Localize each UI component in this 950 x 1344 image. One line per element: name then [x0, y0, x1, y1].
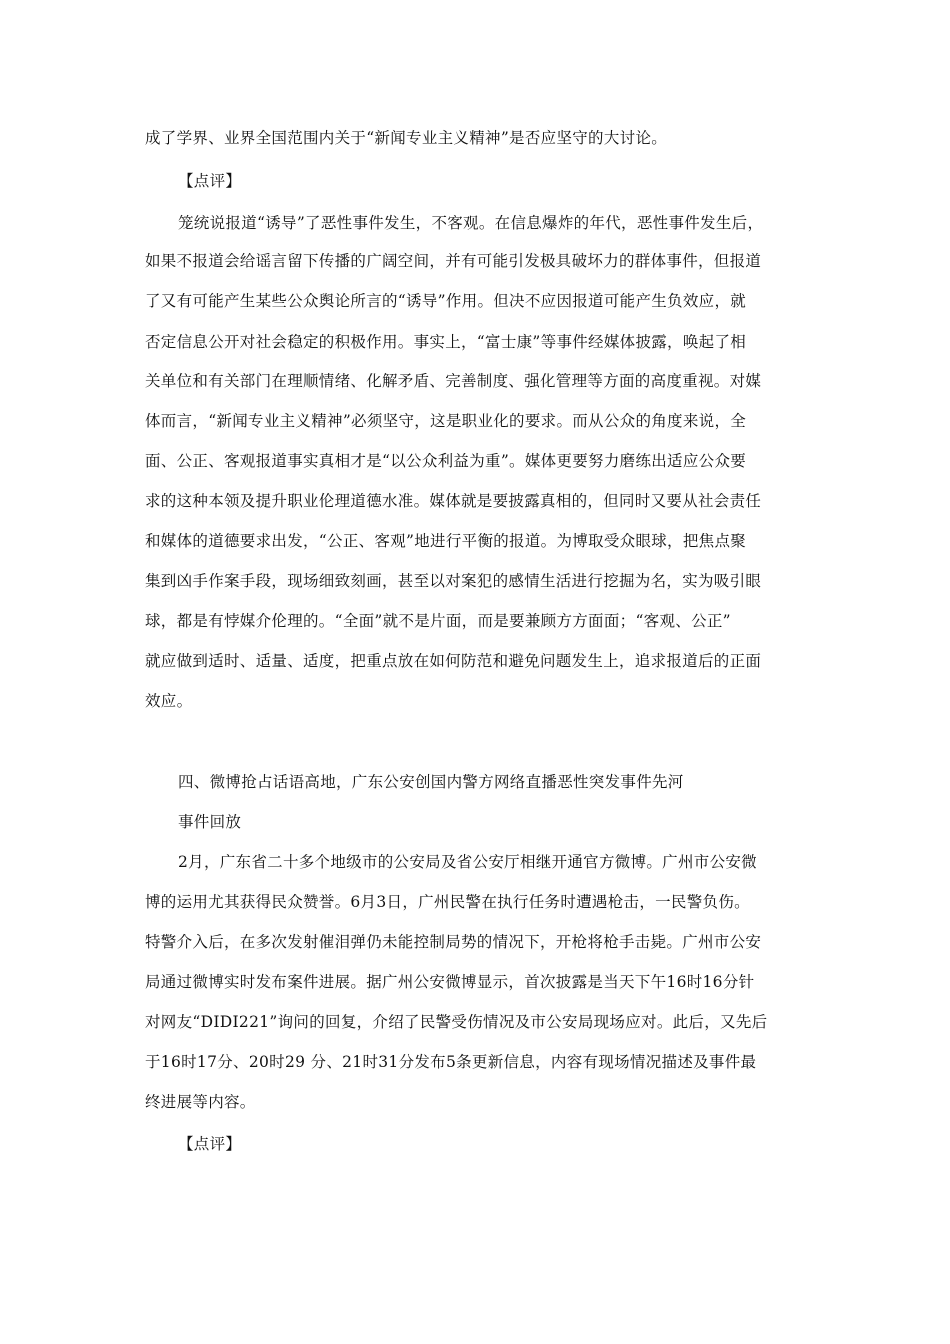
paragraph-line: 笼统说报道“诱导”了恶性事件发生，不客观。在信息爆炸的年代，恶性事件发生后，	[178, 214, 764, 232]
paragraph-line: 特警介入后，在多次发射催泪弹仍未能控制局势的情况下，开枪将枪手击毙。广州市公安	[145, 933, 762, 951]
paragraph-line: 就应做到适时、适量、适度，把重点放在如何防范和避免问题发生上，追求报道后的正面	[145, 652, 762, 670]
paragraph-line: 于16时17分、20时29 分、21时31分发布5条更新信息，内容有现场情况描述及事件最	[145, 1053, 757, 1071]
paragraph-line: 博的运用尤其获得民众赞誉。6月3日，广州民警在执行任务时遭遇枪击，一民警负伤。	[145, 893, 750, 911]
paragraph-line: 如果不报道会给谣言留下传播的广阔空间，并有可能引发极具破坏力的群体事件，但报道	[145, 252, 762, 270]
paragraph-line: 成了学界、业界全国范围内关于“新闻专业主义精神”是否应坚守的大讨论。	[145, 129, 668, 147]
paragraph-line: 面、公正、客观报道事实真相才是“以公众利益为重”。媒体更要努力磨练出适应公众要	[145, 452, 747, 470]
section-label-comment: 【点评】	[178, 172, 242, 190]
section-label-comment: 【点评】	[178, 1135, 242, 1153]
paragraph-line: 球，都是有悖媒介伦理的。“全面”就不是片面，而是要兼顾方方面面；“客观、公正”	[145, 612, 731, 630]
paragraph-line: 集到凶手作案手段，现场细致刻画，甚至以对案犯的感情生活进行挖掘为名，实为吸引眼	[145, 572, 762, 590]
paragraph-line: 对网友“DIDI221”询问的回复，介绍了民警受伤情况及市公安局现场应对。此后，又先后	[145, 1013, 768, 1031]
section-heading: 四、微博抢占话语高地，广东公安创国内警方网络直播恶性突发事件先河	[178, 773, 684, 791]
paragraph-line: 否定信息公开对社会稳定的积极作用。事实上，“富士康”等事件经媒体披露，唤起了相	[145, 333, 747, 351]
paragraph-line: 局通过微博实时发布案件进展。据广州公安微博显示，首次披露是当天下午16时16分针	[145, 973, 755, 991]
section-label-review: 事件回放	[178, 813, 242, 831]
paragraph-line: 体而言，“新闻专业主义精神”必须坚守，这是职业化的要求。而从公众的角度来说，全	[145, 412, 747, 430]
paragraph-line: 了又有可能产生某些公众舆论所言的“诱导”作用。但决不应因报道可能产生负效应，就	[145, 292, 747, 310]
paragraph-line: 2月，广东省二十多个地级市的公安局及省公安厅相继开通官方微博。广州市公安微	[178, 853, 757, 871]
paragraph-line: 求的这种本领及提升职业伦理道德水准。媒体就是要披露真相的，但同时又要从社会责任	[145, 492, 762, 510]
paragraph-line: 效应。	[145, 692, 193, 710]
paragraph-line: 终进展等内容。	[145, 1093, 256, 1111]
paragraph-line: 和媒体的道德要求出发，“公正、客观”地进行平衡的报道。为博取受众眼球，把焦点聚	[145, 532, 747, 550]
paragraph-line: 关单位和有关部门在理顺情绪、化解矛盾、完善制度、强化管理等方面的高度重视。对媒	[145, 372, 762, 390]
